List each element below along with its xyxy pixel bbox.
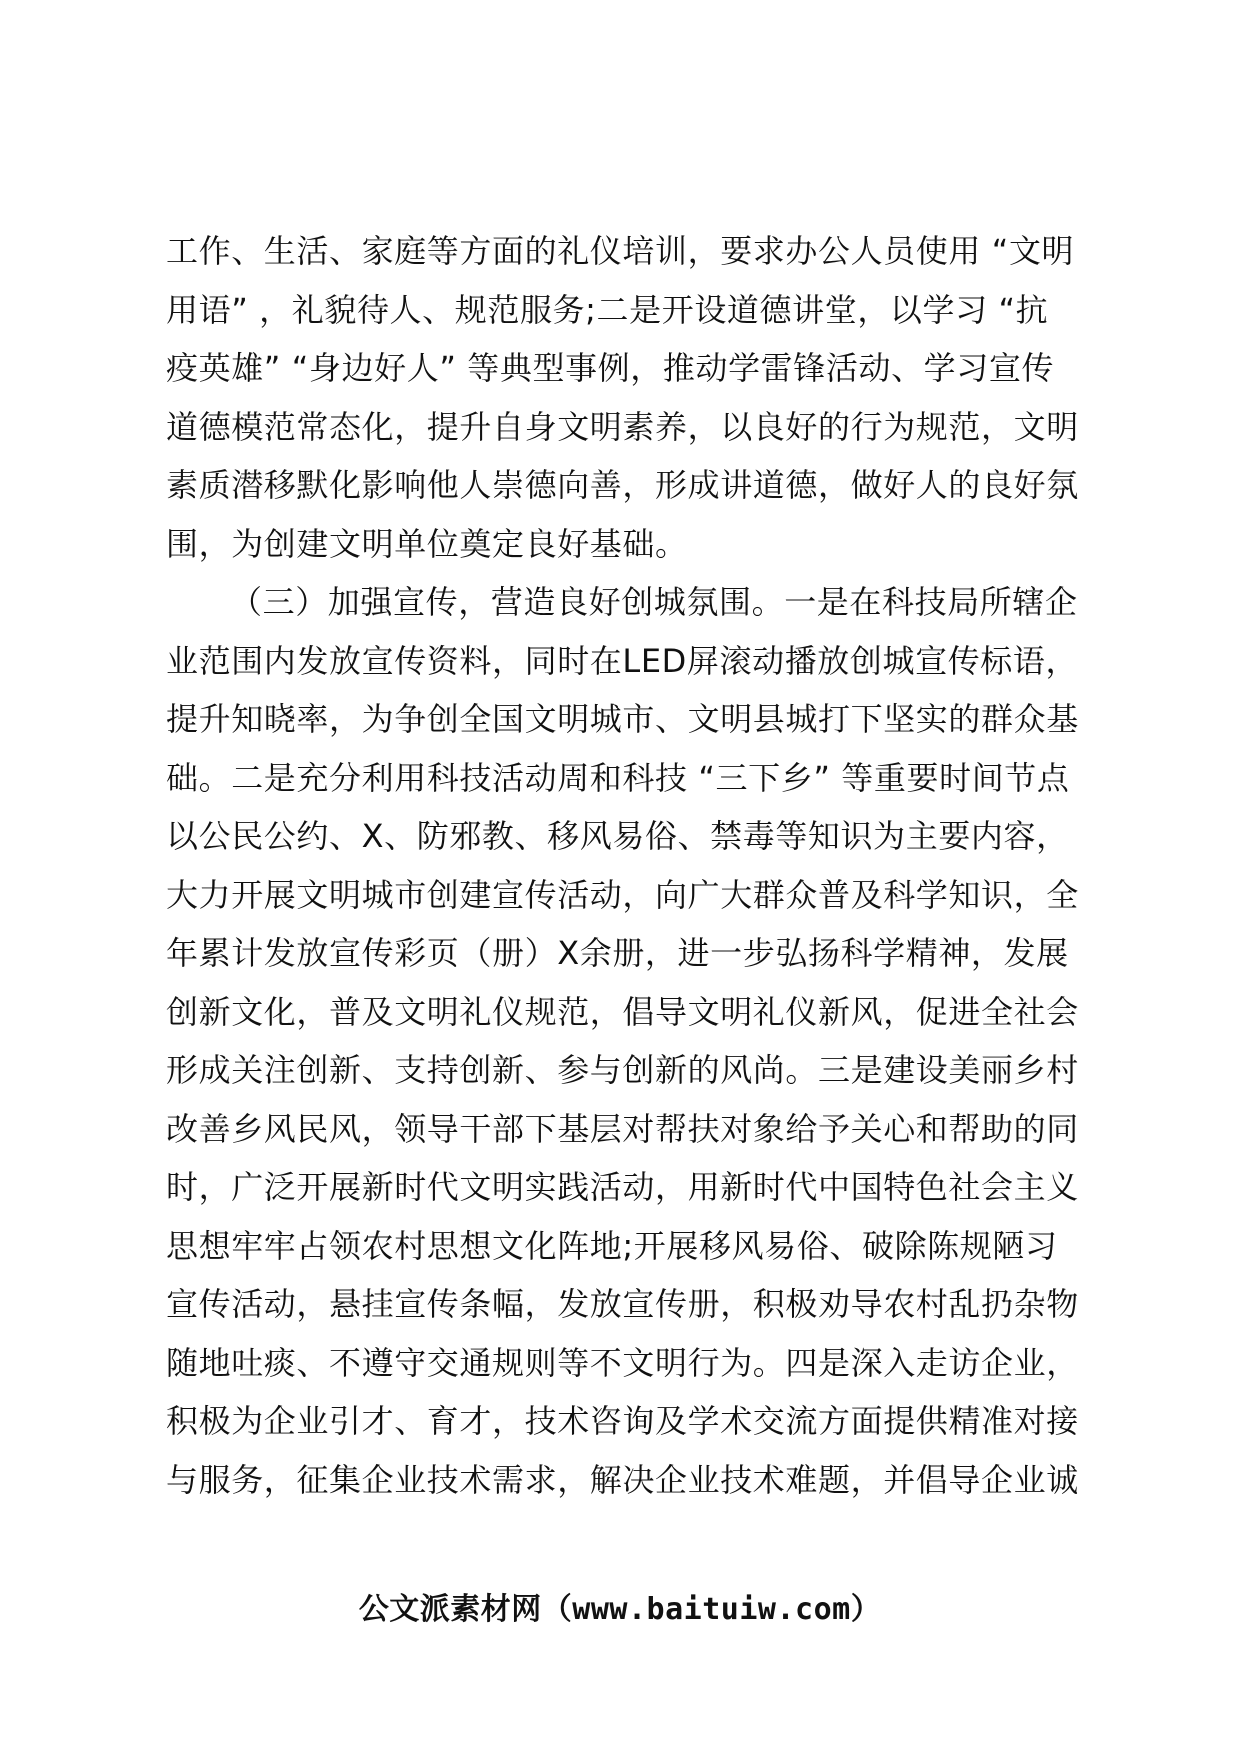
text-line: 业范围内发放宣传资料，同时在LED屏滚动播放创城宣传标语， (166, 641, 1079, 680)
text-line: 道德模范常态化，提升自身文明素养，以良好的行为规范，文明 (166, 407, 1079, 446)
text-line: 用语” ，礼貌待人、规范服务;二是开设道德讲堂，以学习 “抗 (166, 290, 1049, 329)
page-footer: 公文派素材网（www.baituiw.com） (358, 1592, 882, 1627)
text-line: 大力开展文明城市创建宣传活动，向广大群众普及科学知识，全 (166, 875, 1079, 914)
text-line: 工作、生活、家庭等方面的礼仪培训，要求办公人员使用 “文明 (166, 232, 1075, 270)
text-line: 疫英雄” “身边好人” 等典型事例，推动学雷锋活动、学习宣传 (166, 349, 1055, 387)
text-line: 改善乡风民风，领导干部下基层对帮扶对象给予关心和帮助的同 (166, 1109, 1079, 1148)
text-line: 创新文化，普及文明礼仪规范，倡导文明礼仪新风，促进全社会 (166, 992, 1079, 1031)
text-line: 宣传活动，悬挂宣传条幅，发放宣传册，积极劝导农村乱扔杂物 (166, 1285, 1079, 1323)
body-text (166, 222, 1126, 1509)
text-line: 础。二是充分利用科技活动周和科技 “三下乡” 等重要时间节点 (166, 758, 1070, 797)
section-heading-line: （三）加强宣传，营造良好创城氛围。一是在科技局所辖企 (230, 583, 1078, 621)
text-line: 与服务，征集企业技术需求，解决企业技术难题，并倡导企业诚 (166, 1460, 1079, 1499)
text-line: 围，为创建文明单位奠定良好基础。 (166, 524, 688, 563)
text-line: 提升知晓率，为争创全国文明城市、文明县城打下坚实的群众基 (166, 700, 1079, 738)
text-line: 素质潜移默化影响他人崇德向善，形成讲道德，做好人的良好氛 (166, 466, 1079, 504)
text-line: 以公民公约、X、防邪教、移风易俗、禁毒等知识为主要内容， (166, 817, 1069, 855)
text-line: 年累计发放宣传彩页（册）X余册，进一步弘扬科学精神，发展 (166, 934, 1069, 972)
text-line: 时，广泛开展新时代文明实践活动，用新时代中国特色社会主义 (166, 1168, 1079, 1206)
text-line: 积极为企业引才、育才，技术咨询及学术交流方面提供精准对接 (166, 1402, 1079, 1440)
text-line: 随地吐痰、不遵守交通规则等不文明行为。四是深入走访企业， (166, 1343, 1079, 1382)
text-line: 思想牢牢占领农村思想文化阵地;开展移风易俗、破除陈规陋习 (166, 1226, 1058, 1265)
text-line: 形成关注创新、支持创新、参与创新的风尚。三是建设美丽乡村 (166, 1051, 1079, 1089)
